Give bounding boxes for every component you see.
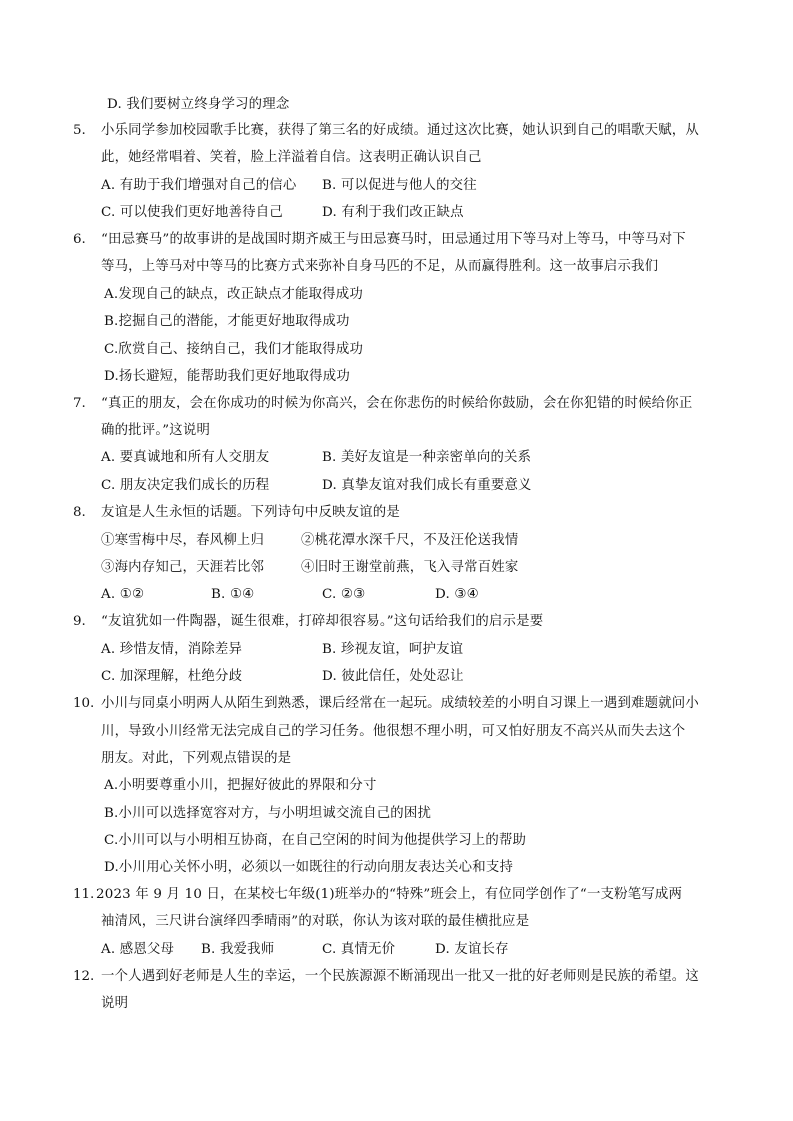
q10-stem-line-1: 小川与同桌小明两人从陌生到熟悉，课后经常在一起玩。成绩较差的小明自习课上一遇到难题就问小 bbox=[101, 696, 699, 711]
q6-option-b: B.挖掘自己的潜能，才能更好地取得成功 bbox=[104, 314, 350, 329]
q5-option-b: B. 可以促进与他人的交往 bbox=[322, 178, 477, 193]
q8-number: 8. bbox=[73, 505, 86, 520]
q7-option-b: B. 美好友谊是一种亲密单向的关系 bbox=[322, 450, 532, 465]
q7-option-d: D. 真挚友谊对我们成长有重要意义 bbox=[322, 478, 532, 493]
q11-stem-line-2: 袖清风，三尺讲台演绎四季晴雨”的对联，你认为该对联的最佳横批应是 bbox=[101, 914, 530, 929]
q5-stem-line-2: 此，她经常唱着、笑着，脸上洋溢着自信。这表明正确认识自己 bbox=[101, 150, 482, 165]
q9-stem: “友谊犹如一件陶器，诞生很难，打碎却很容易。”这句话给我们的启示是要 bbox=[101, 614, 544, 629]
q12-stem-line-2: 说明 bbox=[101, 996, 129, 1011]
q6-option-d: D.扬长避短，能帮助我们更好地取得成功 bbox=[104, 369, 350, 384]
q12-number: 12. bbox=[73, 969, 95, 984]
q6-option-c: C.欣赏自己、接纳自己，我们才能取得成功 bbox=[104, 342, 364, 357]
q11-option-c: C. 真情无价 bbox=[322, 942, 396, 957]
q9-option-c: C. 加深理解，杜绝分歧 bbox=[101, 669, 243, 684]
q10-option-b: B.小川可以选择宽容对方，与小明坦诚交流自己的困扰 bbox=[104, 806, 432, 821]
q11-option-b: B. 我爱我师 bbox=[201, 942, 275, 957]
q5-option-a: A. 有助于我们增强对自己的信心 bbox=[101, 178, 297, 193]
q6-option-a: A.发现自己的缺点，改正缺点才能取得成功 bbox=[104, 287, 363, 302]
q8-option-a: A. ①② bbox=[101, 587, 145, 602]
q6-number: 6. bbox=[73, 232, 86, 247]
q4-option-d: D. 我们要树立终身学习的理念 bbox=[107, 97, 290, 112]
q9-option-d: D. 彼此信任，处处忍让 bbox=[322, 669, 464, 684]
q10-option-d: D.小川用心关怀小明，必须以一如既往的行动向朋友表达关心和支持 bbox=[104, 860, 514, 875]
q8-item-3: ③海内存知己，天涯若比邻 bbox=[101, 560, 265, 575]
q10-option-c: C.小川可以与小明相互协商，在自己空闲的时间为他提供学习上的帮助 bbox=[104, 833, 527, 848]
q5-option-c: C. 可以使我们更好地善待自己 bbox=[101, 205, 283, 220]
q8-option-c: C. ②③ bbox=[322, 587, 366, 602]
q12-stem-line-1: 一个人遇到好老师是人生的幸运，一个民族源源不断涌现出一批又一批的好老师则是民族的希望。这 bbox=[101, 969, 699, 984]
q6-stem-line-2: 等马，上等马对中等马的比赛方式来弥补自身马匹的不足，从而赢得胜利。这一故事启示我们 bbox=[101, 259, 659, 274]
q9-number: 9. bbox=[73, 614, 86, 629]
q7-option-a: A. 要真诚地和所有人交朋友 bbox=[101, 450, 270, 465]
q8-option-b: B. ①④ bbox=[211, 587, 255, 602]
q7-option-c: C. 朋友决定我们成长的历程 bbox=[101, 478, 270, 493]
q11-number: 11. bbox=[73, 887, 95, 902]
q8-item-2: ②桃花潭水深千尺，不及汪伦送我情 bbox=[301, 533, 519, 548]
q8-item-4: ④旧时王谢堂前燕，飞入寻常百姓家 bbox=[301, 560, 519, 575]
q8-stem: 友谊是人生永恒的话题。下列诗句中反映友谊的是 bbox=[101, 505, 400, 520]
q11-stem-line-1: 2023 年 9 月 10 日，在某校七年级(1)班举办的“特殊”班会上，有位同学创作了“一支粉笔写成两 bbox=[96, 887, 683, 902]
q7-stem-line-2: 确的批评。”这说明 bbox=[101, 423, 211, 438]
q10-stem-line-3: 朋友。对此，下列观点错误的是 bbox=[101, 751, 292, 766]
q9-option-b: B. 珍视友谊，呵护友谊 bbox=[322, 642, 464, 657]
q7-stem-line-1: “真正的朋友，会在你成功的时候为你高兴，会在你悲伤的时候给你鼓励，会在你犯错的时候给你正 bbox=[101, 396, 693, 411]
q10-option-a: A.小明要尊重小川，把握好彼此的界限和分寸 bbox=[104, 778, 377, 793]
q11-option-d: D. 友谊长存 bbox=[435, 942, 509, 957]
q10-stem-line-2: 川，导致小川经常无法完成自己的学习任务。他很想不理小明，可又怕好朋友不高兴从而失去这个 bbox=[101, 724, 686, 739]
q6-stem-line-1: “田忌赛马”的故事讲的是战国时期齐威王与田忌赛马时，田忌通过用下等马对上等马，中等马对下 bbox=[101, 232, 686, 247]
q5-stem-line-1: 小乐同学参加校园歌手比赛，获得了第三名的好成绩。通过这次比赛，她认识到自己的唱歌天赋，从 bbox=[101, 123, 699, 138]
q8-option-d: D. ③④ bbox=[435, 587, 479, 602]
q5-option-d: D. 有利于我们改正缺点 bbox=[322, 205, 464, 220]
q9-option-a: A. 珍惜友情，消除差异 bbox=[101, 642, 243, 657]
q10-number: 10. bbox=[73, 696, 95, 711]
q5-number: 5. bbox=[73, 123, 86, 138]
q8-item-1: ①寒雪梅中尽，春风柳上归 bbox=[101, 533, 265, 548]
q11-option-a: A. 感恩父母 bbox=[101, 942, 175, 957]
q7-number: 7. bbox=[73, 396, 86, 411]
